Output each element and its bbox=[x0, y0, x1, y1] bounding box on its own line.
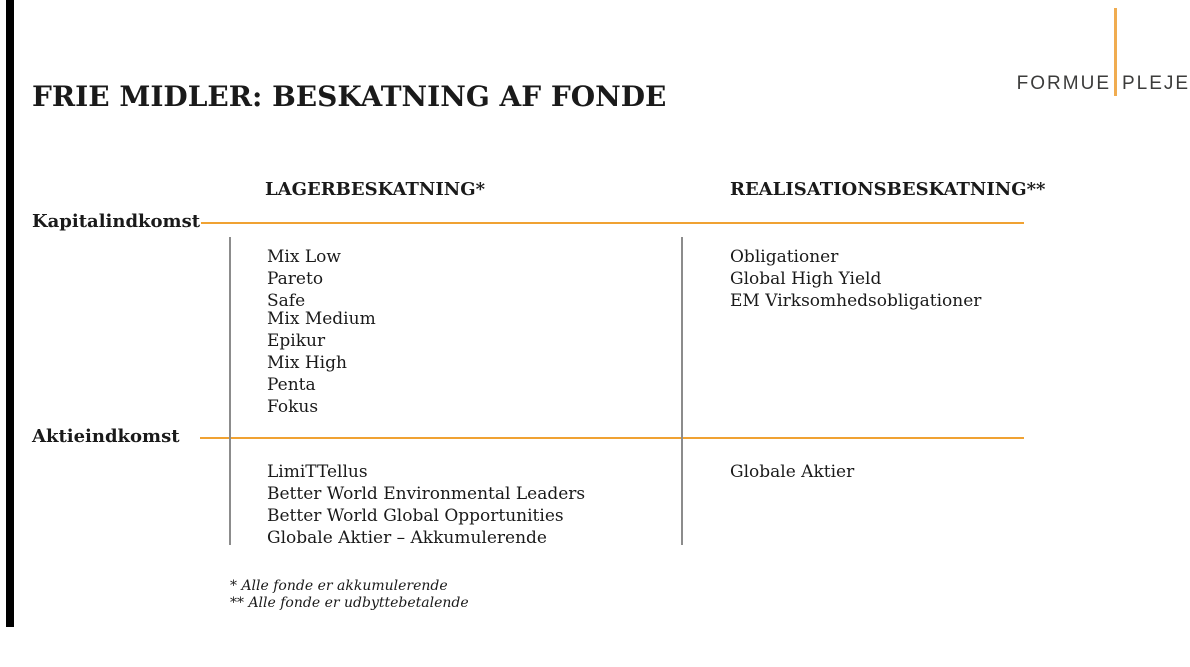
row-label-kapitalindkomst: Kapitalindkomst bbox=[32, 211, 201, 232]
column-divider-left bbox=[229, 237, 231, 545]
fund-item: Penta bbox=[267, 375, 316, 395]
fund-list-kapitalindkomst-lager bbox=[267, 246, 376, 418]
logo-divider-bar bbox=[1114, 8, 1117, 96]
fund-item: Epikur bbox=[267, 331, 326, 351]
fund-item: LimiTTellus bbox=[267, 462, 368, 482]
footnotes bbox=[230, 578, 469, 612]
logo-formue-text: FORMUE bbox=[1016, 73, 1111, 94]
column-header-lagerbeskatning: LAGERBESKATNING* bbox=[265, 179, 486, 200]
fund-list-aktieindkomst-realisation bbox=[730, 461, 854, 483]
row-label-aktieindkomst: Aktieindkomst bbox=[32, 426, 180, 447]
fund-item: Global High Yield bbox=[730, 269, 882, 289]
fund-item: Safe bbox=[267, 291, 306, 311]
fund-list-aktieindkomst-lager bbox=[267, 461, 585, 549]
footnote-udbyttebetalende: ** Alle fonde er udbyttebetalende bbox=[230, 595, 469, 611]
fund-item: EM Virksomhedsobligationer bbox=[730, 291, 982, 311]
fund-item: Better World Environmental Leaders bbox=[267, 484, 586, 504]
aktieindkomst-orange-rule bbox=[200, 437, 1024, 439]
fund-item: Mix Low bbox=[267, 247, 341, 267]
logo-pleje-text: PLEJE bbox=[1122, 73, 1190, 94]
fund-item: Mix Medium bbox=[267, 309, 376, 329]
fund-item: Globale Aktier – Akkumulerende bbox=[267, 528, 547, 548]
fund-list-kapitalindkomst-realisation bbox=[730, 246, 981, 312]
footnote-akkumulerende: * Alle fonde er akkumulerende bbox=[230, 578, 448, 594]
fund-item: Mix High bbox=[267, 353, 347, 373]
fund-item: Globale Aktier bbox=[730, 462, 855, 482]
left-edge-bar bbox=[6, 0, 14, 627]
fund-item: Obligationer bbox=[730, 247, 839, 267]
fund-item: Pareto bbox=[267, 269, 324, 289]
column-header-realisationsbeskatning: REALISATIONSBESKATNING** bbox=[730, 179, 1046, 200]
column-divider-right bbox=[681, 237, 683, 545]
fund-item: Fokus bbox=[267, 397, 319, 417]
kapitalindkomst-orange-rule bbox=[201, 222, 1024, 224]
fund-item: Better World Global Opportunities bbox=[267, 506, 564, 526]
page-title: FRIE MIDLER: BESKATNING AF FONDE bbox=[32, 80, 667, 113]
